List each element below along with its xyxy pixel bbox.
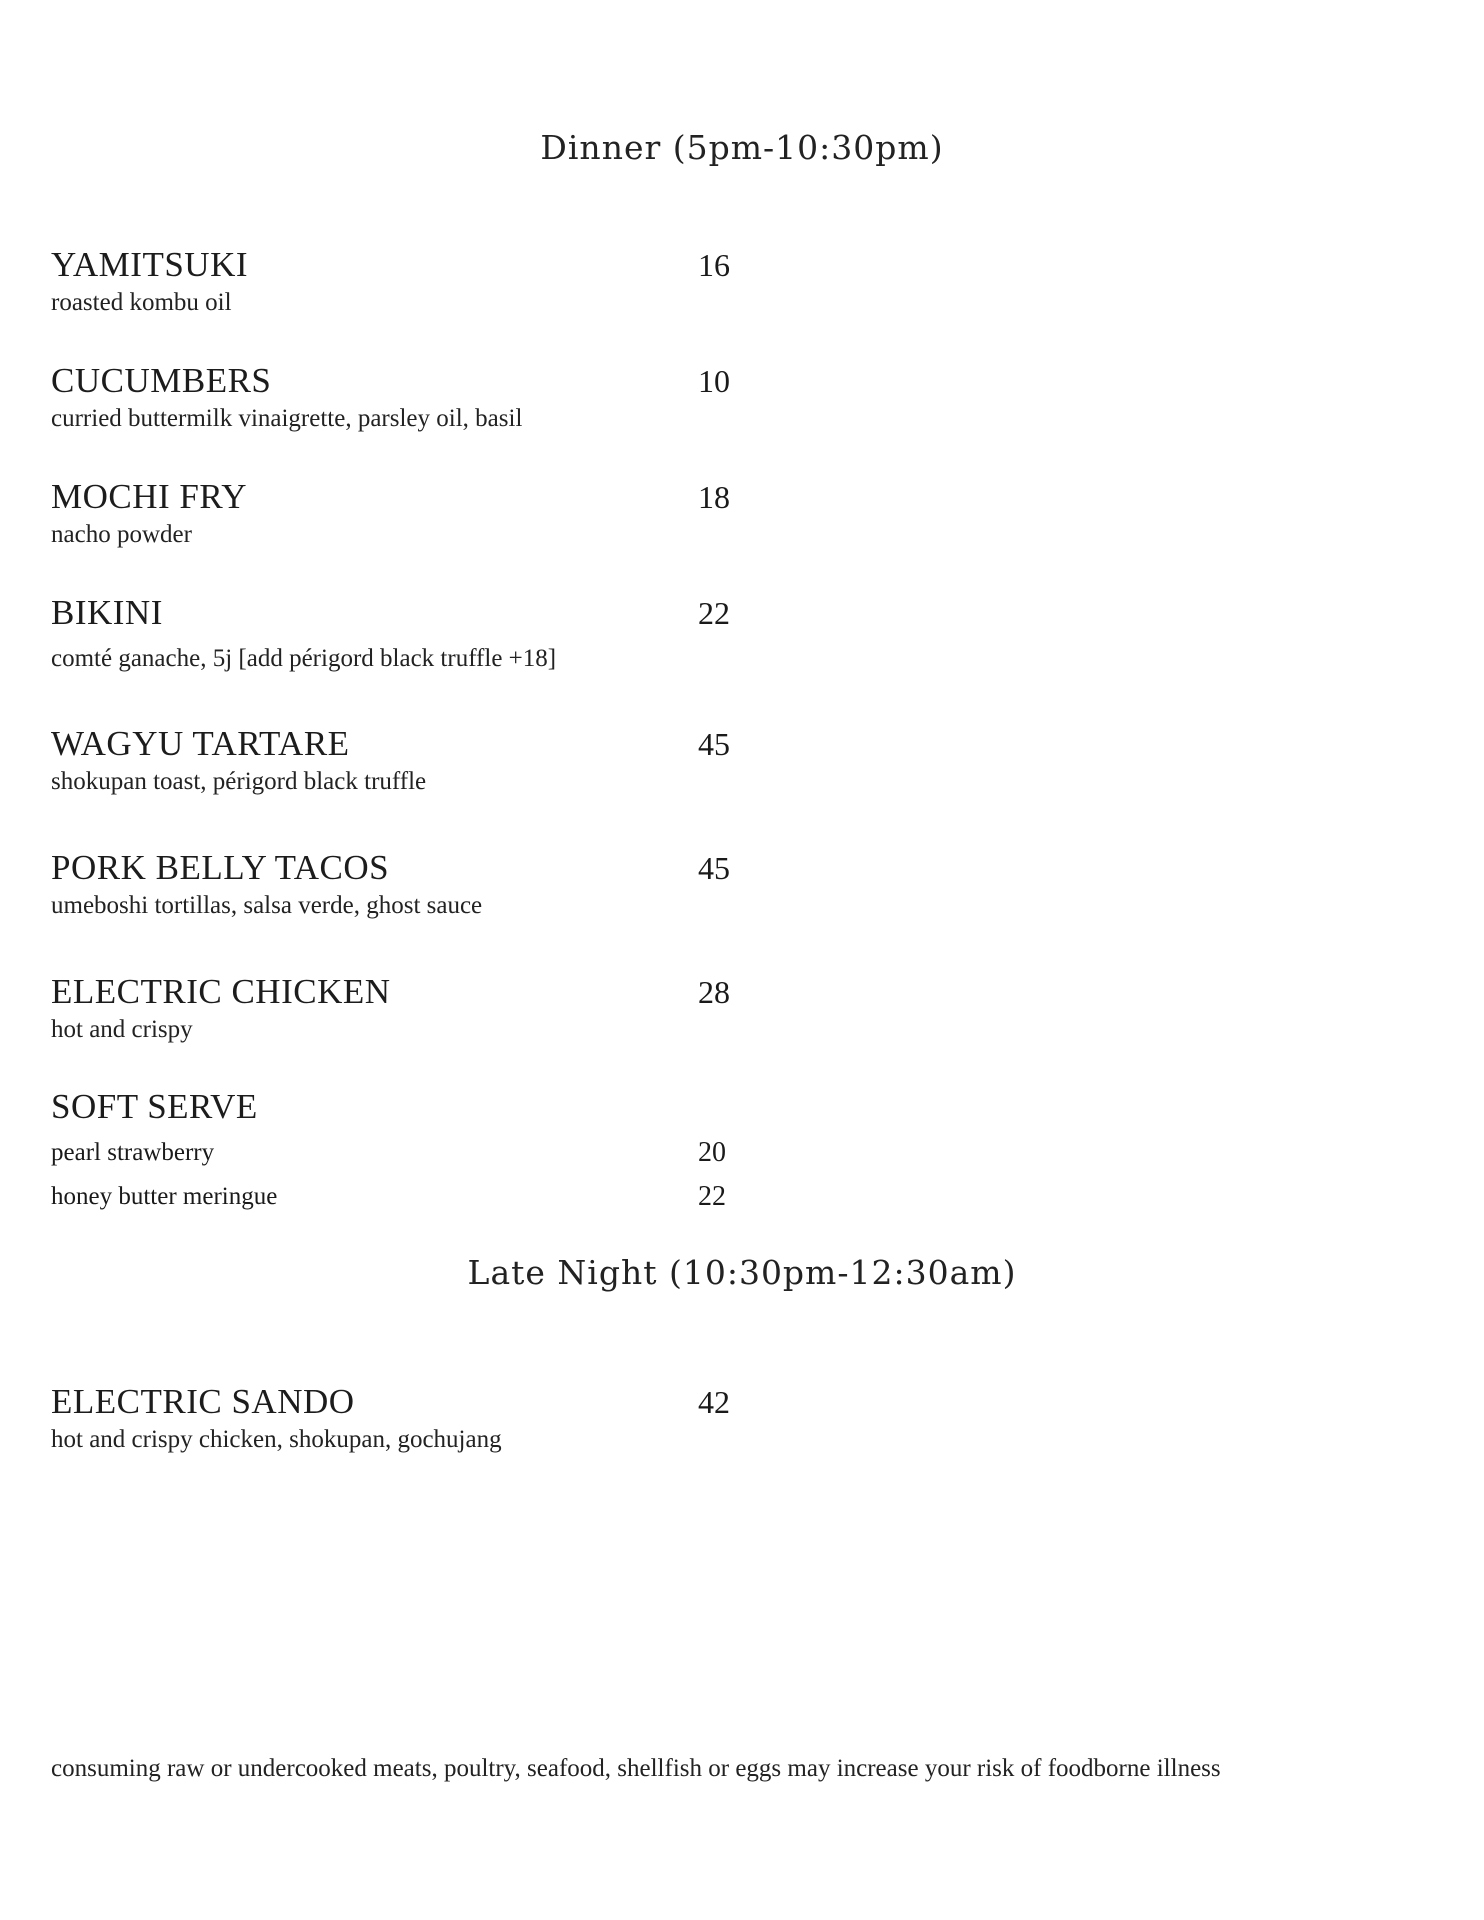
item-name: YAMITSUKI xyxy=(51,245,248,284)
menu-item-cucumbers xyxy=(51,361,751,435)
item-description: umeboshi tortillas, salsa verde, ghost sauce xyxy=(51,892,483,919)
item-name: SOFT SERVE xyxy=(51,1087,258,1126)
item-name: PORK BELLY TACOS xyxy=(51,848,390,887)
menu-item-electric-sando xyxy=(51,1382,751,1456)
menu-item-electric-chicken xyxy=(51,972,751,1046)
item-price: 45 xyxy=(698,850,730,886)
late-night-heading: Late Night (10:30pm-12:30am) xyxy=(467,1253,1017,1292)
dinner-heading: Dinner (5pm-10:30pm) xyxy=(540,128,944,167)
item-price: 45 xyxy=(698,726,730,762)
item-name: BIKINI xyxy=(51,593,163,632)
menu-item-soft-serve xyxy=(51,1087,751,1219)
item-name: ELECTRIC SANDO xyxy=(51,1382,355,1421)
item-description: hot and crispy xyxy=(51,1016,193,1043)
food-safety-disclaimer: consuming raw or undercooked meats, poultry, seafood, shellfish or eggs may increase your risk of foodborne illness xyxy=(51,1755,1221,1782)
item-description: comté ganache, 5j [add périgord black truffle +18] xyxy=(51,645,557,672)
menu-item-mochi-fry xyxy=(51,477,751,551)
item-price: 16 xyxy=(698,247,730,283)
menu-item-yamitsuki xyxy=(51,245,751,319)
menu-item-pork-belly-tacos xyxy=(51,848,751,922)
item-price: 42 xyxy=(698,1384,730,1420)
item-price: 18 xyxy=(698,479,730,515)
item-description: nacho powder xyxy=(51,521,192,548)
option-price: 20 xyxy=(698,1137,726,1168)
soft-serve-option xyxy=(51,1131,751,1175)
soft-serve-option xyxy=(51,1175,751,1219)
item-price: 22 xyxy=(698,595,730,631)
menu-item-wagyu-tartare xyxy=(51,724,751,798)
item-description: curried buttermilk vinaigrette, parsley oil, basil xyxy=(51,405,523,432)
option-label: honey butter meringue xyxy=(51,1183,278,1210)
menu-item-bikini xyxy=(51,593,751,675)
option-price: 22 xyxy=(698,1181,726,1212)
item-description: shokupan toast, périgord black truffle xyxy=(51,768,427,795)
item-name: ELECTRIC CHICKEN xyxy=(51,972,391,1011)
item-name: MOCHI FRY xyxy=(51,477,248,516)
item-description: hot and crispy chicken, shokupan, gochujang xyxy=(51,1426,502,1453)
item-price: 10 xyxy=(698,363,730,399)
item-description: roasted kombu oil xyxy=(51,289,232,316)
item-name: WAGYU TARTARE xyxy=(51,724,350,763)
item-name: CUCUMBERS xyxy=(51,361,272,400)
option-label: pearl strawberry xyxy=(51,1139,215,1166)
item-price: 28 xyxy=(698,974,730,1010)
